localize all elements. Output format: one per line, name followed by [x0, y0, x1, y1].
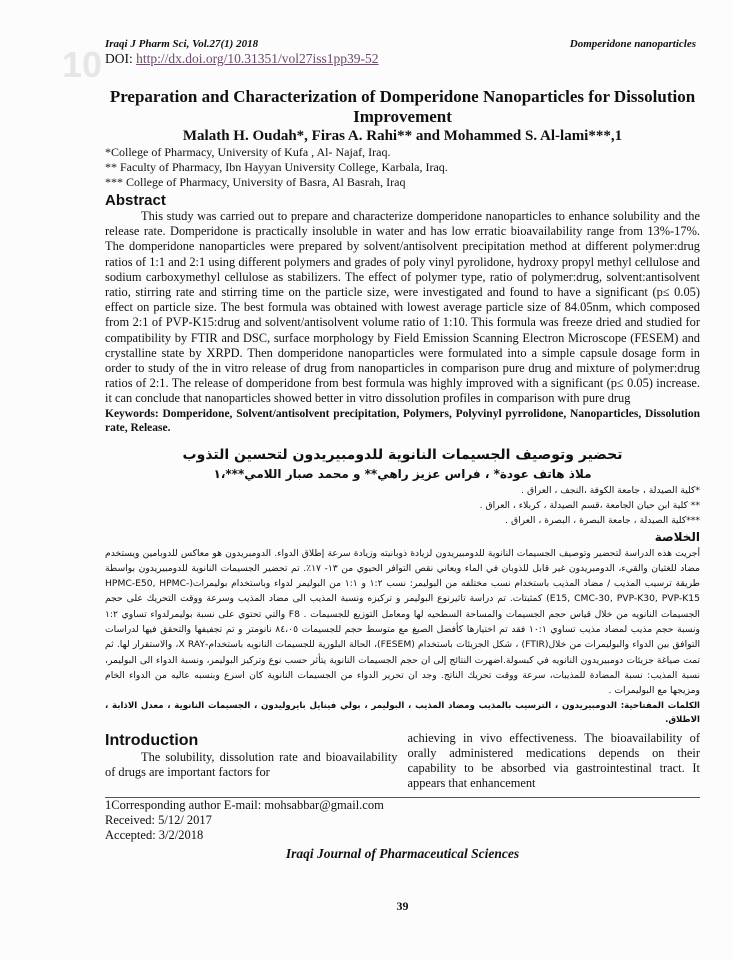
- authors: Malath H. Oudah*, Firas A. Rahi** and Mohammed S. Al-lami***,1: [182, 128, 623, 144]
- page-number: 39: [396, 899, 409, 914]
- paper-title: Preparation and Characterization of Domperidone Nanoparticles for Dissolution Improvement: [109, 87, 696, 126]
- keywords-label: Keywords:: [105, 407, 159, 420]
- introduction-heading: Introduction: [105, 731, 199, 749]
- watermark: 10: [62, 44, 103, 85]
- accepted-date: Accepted: 3/2/2018: [105, 828, 204, 843]
- keywords-list: Domperidone, Solvent/antisolvent precipitation, Polymers, Polyvinyl pyrrolidone, Nanoparticles, Dissolution rate, Release.: [105, 407, 701, 434]
- arabic-abstract-text: أجريت هذه الدراسة لتحضير وتوصيف الجسيمات النانوية للدومبيريدون لزيادة ذوبانيته وزيادة سرعة إطلاق الدواء. الدومبريدون هو معاكس للدوبامين ويستخدم مضاد للغثيان والقيء، الدومبريدون غير قابل للذوبان في الماء ويعاني نقص التوافر الحيوي من ١٣- ١٧٪. تم تحضير الجسيمات النانوية للدومبيريدون بواسطة طريقة ترسيب المذيب / مضاد المذيب باستخدام نسب مختلفه من البوليمر: نسب ١:٢ و ١:١ من البوليمر لدواء وباستخدام بوليمرات(HPMC-E50, HPMC-E15, CMC-30, PVP-K30, PVP-K15) كمثبتات. تم دراسة تاثيرنوع البوليمر و تركيزه ونسبة المذيب الى مضاد المذيب وسرعة ووقت التحريك على حجم الجسيمات النانويه من خلال قياس حجم الجسيمات والمساحة السطحيه لها ومعامل التوزيع للجسيمات . F8 والتي تحتوي على نسبة بوليمرلدواء تساوي ١:٢ ونسبة حجم مذيب لمضاد مذيب تساوي ١٠:١ فقد تم اختيارها كأفضل الصيغ مع متوسط حجم للجسيمات ٨٤،٠٥ نانومتر و تم تجفيفها والتحقق فيها لدراسات التوافق بين الدواء والبوليمرات من خلال(FTIR) ، شكل الجزيئات باستخدام (FESEM)، الحالة البلورية للجسيمات النانويه باستخدام-X RAY، والاستقرار لها. ثم تمت صياغة جزيئات دومبيريدون النانويه في كبسولة.اضهرت النتائج إلى ان حجم الجسيمات النانوية يتأثر حسب نوع وتركيز البوليمر، ونسبة الدواء الى البوليمر، نسبة المذيب: نسبة المضادة للمذيبات، سرعة ووقت تحريك الناتج. وجد ان تحرير الدواء من الجسيمات النانوية كان اسرع وبنسبه عاليه من الدواء الخام ومزيجها مع البوليمرات .: [105, 547, 700, 697]
- received-date: Received: 5/12/ 2017: [105, 813, 212, 828]
- keywords: [105, 407, 700, 435]
- page-body: [105, 0, 700, 944]
- affiliation: ** Faculty of Pharmacy, Ibn Hayyan University College, Karbala, Iraq.: [105, 160, 448, 174]
- doi-link[interactable]: http://dx.doi.org/10.31351/vol27iss1pp39-52: [136, 51, 379, 66]
- corresponding-email: 1Corresponding author E-mail: mohsabbar@gmail.com: [105, 798, 384, 813]
- abstract-text: This study was carried out to prepare and characterize domperidone nanoparticles to enhance solubility and the release rate. Domperidone is practically insoluble in water and has low erratic bioavailability range from 13%-17%. The domperidone nanoparticles were prepared by solvent/antisolvent precipitation method at different polymer:drug ratios of 1:1 and 2:1 using different polymers and grades of poly vinyl pyrolidone, hydroxy propyl methyl cellulose and sodium carboxymethyl cellulose as stabilizers. The effect of polymer type, ratio of polymer:drug, solvent:antisolvent ratio, stirring rate and stirring time on the particle size, were investigated and found to have a significant (p≤ 0.05) effect on particle size. The best formula was obtained with lowest average particle size of 84.05nm, which composed from 2:1 of PVP-K15:drug and solvent/antisolvent volume ratio of 1:10. This formula was freeze dried and studied for compatibility by FTIR and DSC, surface morphology by Field Emission Scanning Electron Microscope (FESEM) and crystalline state by XRPD. Then domperidone nanoparticles were formulated into a simple capsule dosage form in order to study of the in vitro release of drug from nanoparticles in comparison pure drug and mixture of polymer:drug ratios of 2:1. The release of domperidone from best formula was highly improved with a significant (p≤ 0.05) increase. it can conclude that nanoparticles showed better in vitro dissolution profiles in comparison with pure drug: [105, 209, 700, 406]
- doi-label: DOI:: [105, 51, 133, 66]
- introduction-col1: The solubility, dissolution rate and bioavailability of drugs are important factors for: [105, 749, 398, 779]
- arabic-affiliation: *كلية الصيدلة ، جامعة الكوفة ،النجف ، العراق .: [521, 484, 700, 496]
- affiliation: *** College of Pharmacy, University of Basra, Al Basrah, Iraq: [105, 175, 406, 189]
- affiliation: *College of Pharmacy, University of Kufa , Al- Najaf, Iraq.: [105, 145, 391, 159]
- arabic-keywords: الكلمات المفتاحية: الدومبيريدون ، الترسيب بالمذيب ومضاد المذيب ، البوليمر ، بولي فينايل بايروليدون ، الجسيمات النانوية ، معدل الاذابة ، الاطلاق.: [105, 700, 700, 725]
- arabic-authors: ملاذ هاتف عودة* ، فراس عزيز راهي** و محمد صبار اللامي***،١: [213, 466, 592, 481]
- introduction-column-1: [105, 731, 398, 792]
- running-header: [105, 38, 700, 50]
- abstract-heading: Abstract: [105, 192, 166, 209]
- introduction-column-2: [408, 731, 701, 792]
- arabic-abstract-heading: الخلاصة: [654, 529, 700, 544]
- running-title: Domperidone nanoparticles: [569, 38, 696, 50]
- arabic-affiliation: ** كلية ابن حيان الجامعة ،قسم الصيدلة ، كربلاء ، العراق .: [479, 499, 700, 511]
- arabic-affiliation: ***كلية الصيدلة ، جامعة البصرة ، البصرة ، العراق .: [505, 515, 700, 527]
- footer-journal: Iraqi Journal of Pharmaceutical Sciences: [285, 846, 520, 862]
- journal-header: Iraqi J Pharm Sci, Vol.27(1) 2018: [105, 38, 259, 50]
- introduction-col2: achieving in vivo effectiveness. The bioavailability of orally administered medications depends on their capability to be absorbed via gastrointestinal tract. It appears that enhancement: [407, 730, 700, 791]
- introduction: [105, 731, 700, 792]
- doi-line: [105, 51, 700, 67]
- arabic-title: تحضير وتوصيف الجسيمات النانوية للدومبيريدون لتحسين التذوب: [182, 446, 623, 463]
